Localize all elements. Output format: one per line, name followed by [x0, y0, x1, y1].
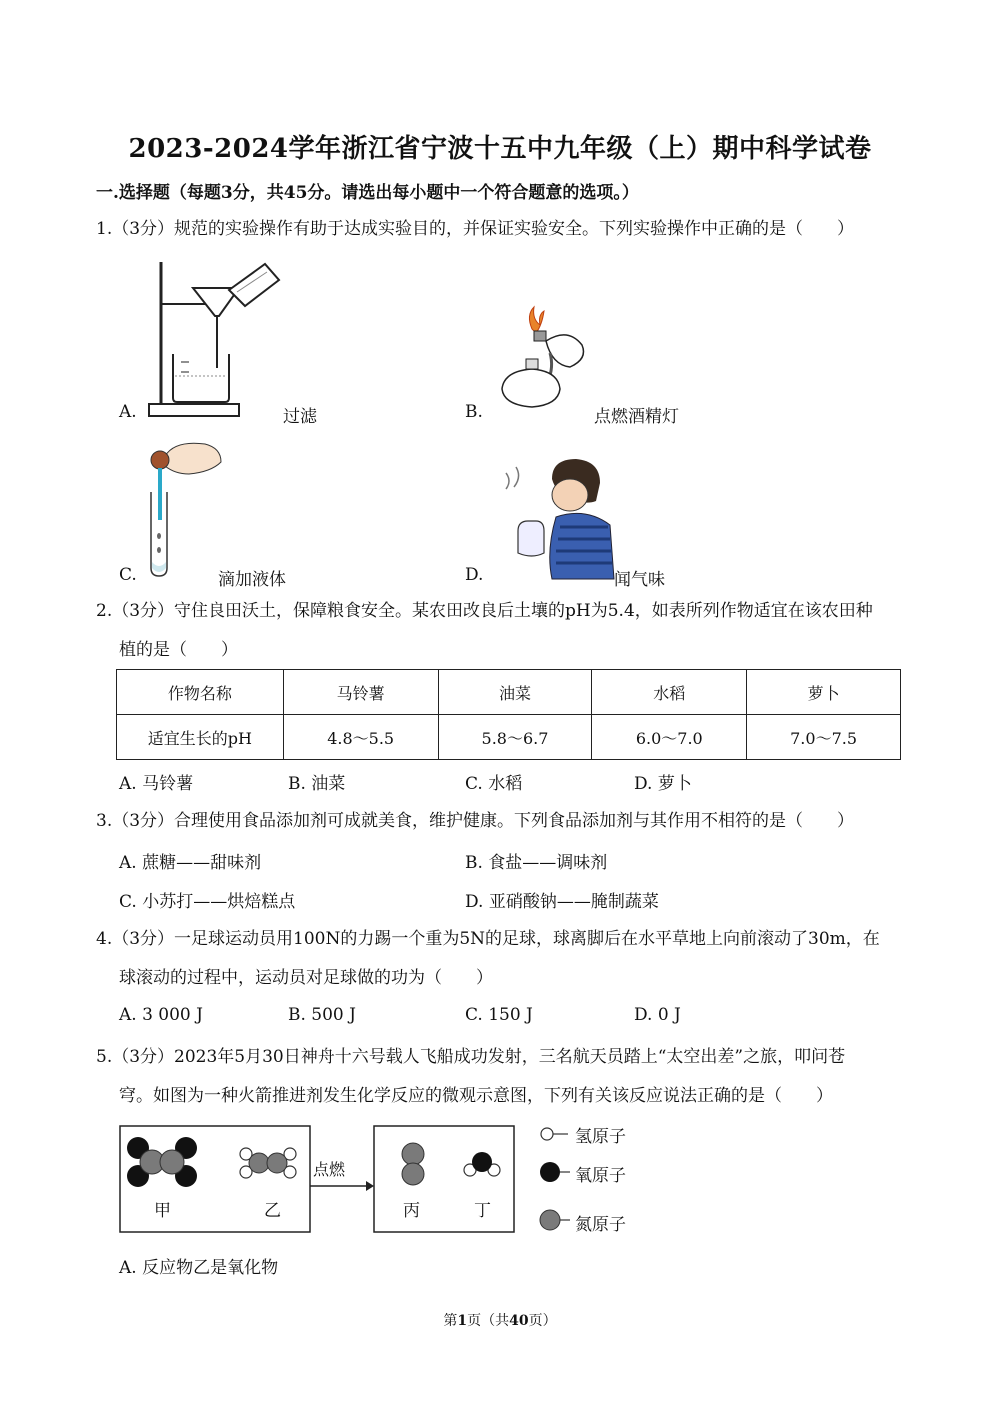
q4-option-d: D. 0 J [634, 1005, 681, 1025]
legend-hydrogen: 氢原子 [575, 1127, 626, 1147]
q1-option-c-letter: C. [119, 565, 137, 585]
q3-option-d: D. 亚硝酸钠——腌制蔬菜 [465, 892, 659, 912]
table-cell: 6.0～7.0 [592, 715, 747, 760]
footer-total-pages: 40 [509, 1313, 529, 1329]
q1-option-a-letter: A. [119, 402, 137, 422]
label-yi: 乙 [264, 1201, 281, 1221]
q3-option-c: C. 小苏打——烘焙糕点 [119, 892, 296, 912]
q1-option-b-caption: 点燃酒精灯 [594, 407, 679, 427]
q3-option-a: A. 蔗糖——甜味剂 [119, 853, 262, 873]
nitrogen-atom-icon [540, 1210, 560, 1230]
q3-stem: 3.（3分）合理使用食品添加剂可成就美食，维护健康。下列食品添加剂与其作用不相符的是（ ） [96, 811, 855, 831]
table-header-row [117, 670, 901, 715]
crop-ph-table [116, 669, 901, 760]
table-cell: 油菜 [438, 670, 592, 715]
label-jia: 甲 [154, 1201, 171, 1221]
page-title: 2023-2024学年浙江省宁波十五中九年级（上）期中科学试卷 [128, 134, 872, 164]
q2-option-a: A. 马铃薯 [119, 774, 194, 794]
table-cell: 4.8～5.5 [283, 715, 438, 760]
q4-stem-line1: 4.（3分）一足球运动员用100N的力踢一个重为5N的足球，球离脚后在水平草地上向前滚动了30m，在 [96, 929, 880, 949]
q2-option-d: D. 萝卜 [634, 774, 692, 794]
q5-option-a: A. 反应物乙是氧化物 [119, 1258, 279, 1278]
page-footer [0, 1310, 1000, 1330]
q4-option-c: C. 150 J [465, 1005, 533, 1025]
footer-mid: 页（共 [467, 1313, 510, 1329]
footer-page-number: 1 [457, 1313, 468, 1329]
table-cell: 7.0～7.5 [747, 715, 901, 760]
hydrogen-atom-icon [541, 1128, 553, 1140]
table-cell: 萝卜 [747, 670, 901, 715]
q2-stem-line1: 2.（3分）守住良田沃土，保障粮食安全。某农田改良后土壤的pH为5.4，如表所列作物适宜在该农田种 [96, 601, 873, 621]
q1-option-a-caption: 过滤 [283, 407, 317, 427]
table-cell: 适宜生长的pH [117, 715, 284, 760]
table-cell: 水稻 [592, 670, 747, 715]
q2-option-b: B. 油菜 [288, 774, 346, 794]
q5-stem-line1: 5.（3分）2023年5月30日神舟十六号载人飞船成功发射，三名航天员踏上“太空出差”之旅，叩问苍 [96, 1047, 846, 1067]
footer-suffix: 页） [528, 1313, 557, 1329]
beaker-pouring-icon [225, 260, 285, 310]
q3-option-b: B. 食盐——调味剂 [465, 853, 608, 873]
table-cell: 作物名称 [117, 670, 284, 715]
table-row [117, 715, 901, 760]
label-bing: 丙 [403, 1201, 420, 1221]
q1-option-c-caption: 滴加液体 [218, 570, 286, 590]
arrow-label: 点燃 [313, 1160, 346, 1179]
q1-option-b-letter: B. [465, 402, 483, 422]
smelling-gas-illustration [496, 455, 618, 580]
footer-prefix: 第 [443, 1313, 458, 1329]
q2-stem-line2: 植的是（ ） [119, 640, 238, 660]
table-cell: 马铃薯 [283, 670, 438, 715]
q5-stem-line2: 穹。如图为一种火箭推进剂发生化学反应的微观示意图，下列有关该反应说法正确的是（ ） [119, 1086, 833, 1106]
q1-option-d-caption: 闻气味 [614, 570, 665, 590]
oxygen-atom-icon [540, 1162, 560, 1182]
dropper-test-tube-illustration [145, 432, 225, 582]
q4-stem-line2: 球滚动的过程中，运动员对足球做的功为（ ） [119, 968, 493, 988]
table-cell: 5.8～6.7 [438, 715, 592, 760]
q1-stem: 1.（3分）规范的实验操作有助于达成实验目的，并保证实验安全。下列实验操作中正确的是（ ） [96, 219, 855, 239]
q4-option-b: B. 500 J [288, 1005, 356, 1025]
alcohol-lamp-lighting-illustration [492, 305, 590, 415]
legend-oxygen: 氧原子 [575, 1166, 626, 1186]
q4-option-a: A. 3 000 J [119, 1005, 203, 1025]
q2-option-c: C. 水稻 [465, 774, 523, 794]
section-heading: 一.选择题（每题3分，共45分。请选出每小题中一个符合题意的选项。） [96, 183, 639, 203]
label-ding: 丁 [474, 1201, 491, 1221]
reaction-micro-diagram [118, 1120, 638, 1238]
q1-option-d-letter: D. [465, 565, 484, 585]
legend-nitrogen: 氮原子 [575, 1215, 626, 1235]
